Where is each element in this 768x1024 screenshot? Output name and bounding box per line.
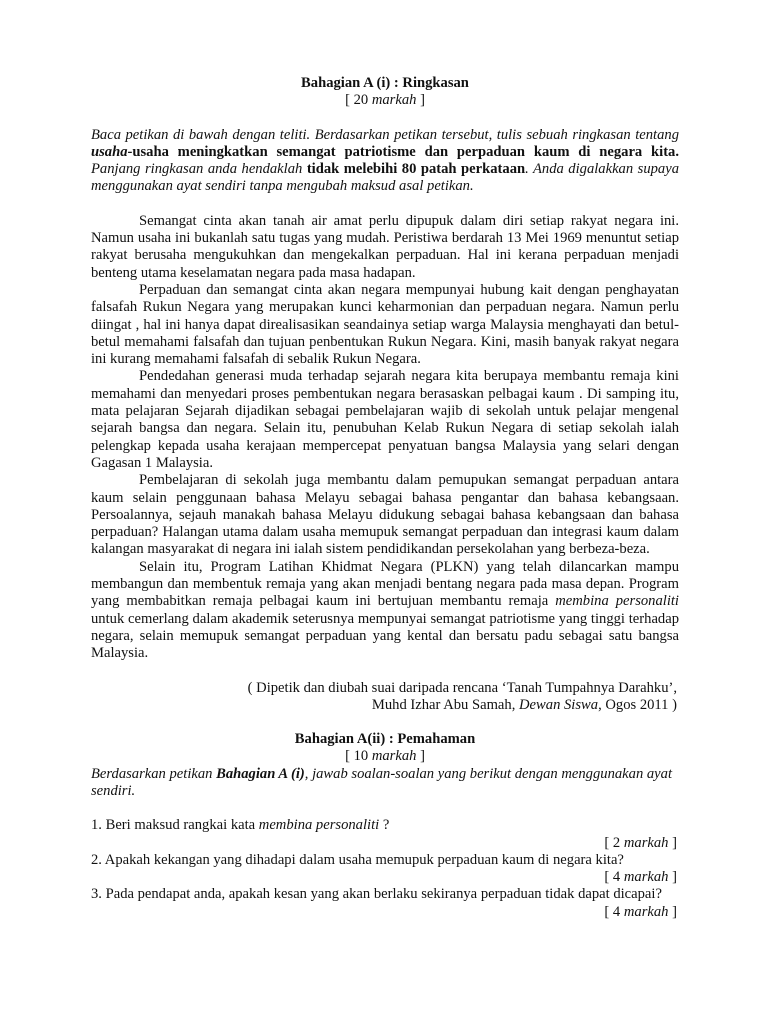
- source-line-2: Muhd Izhar Abu Samah, Dewan Siswa, Ogos 2011 ): [371, 696, 677, 713]
- question-3: 3. Pada pendapat anda, apakah kesan yang akan berlaku sekiranya perpaduan tidak dapat dicapai?: [91, 886, 662, 903]
- question-1: 1. Beri maksud rangkai kata membina personaliti ?: [91, 817, 390, 834]
- question-list: [91, 817, 679, 921]
- part-a1-heading: Bahagian A (i) : Ringkasan: [301, 75, 469, 91]
- question-2-marks: [ 4 markah ]: [604, 869, 677, 886]
- part-a2-marks: [ 10 markah ]: [345, 748, 425, 765]
- question-3-marks: [ 4 markah ]: [604, 903, 677, 920]
- passage: [91, 213, 679, 663]
- part-a2-instructions: Berdasarkan petikan Bahagian A (i), jawab soalan-soalan yang berikut dengan menggunakan ayat sendiri.: [91, 765, 673, 799]
- question-2: 2. Apakah kekangan yang dihadapi dalam usaha memupuk perpaduan kaum di negara kita?: [91, 851, 624, 868]
- passage-source: [91, 680, 679, 715]
- passage-paragraph-5: Selain itu, Program Latihan Khidmat Negara (PLKN) yang telah dilancarkan mampu membangun dan membentuk remaja yang akan menjadi bentang negara pada masa depan. Program yang membabitkan remaja pelbagai kaum ini bertujuan membantu remaja membina personaliti untuk cemerlang dalam akademik seterusnya mempunyai semangat patriotisme yang tinggi terhadap negara, selain memupuk semangat perpaduan yang kental dan bersatu padu sebagai satu bangsa Malaysia.: [91, 558, 679, 662]
- passage-paragraph-4: Pembelajaran di sekolah juga membantu dalam pemupukan semangat perpaduan antara kaum selain penggunaan bahasa Melayu sebagai bahasa pengantar dan bahasa kebangsaan. Persoalannya, sejauh manakah bahasa Melayu didukung sebagai bahasa kebangsaan dan bahasa perpaduan? Halangan utama dalam usaha memupuk semangat perpaduan dan integrasi kaum dalam kalangan masyarakat di negara ini ialah sistem pendidikandan persekolahan yang berbeza-beza.: [91, 472, 679, 558]
- source-line-1: ( Dipetik dan diubah suai daripada rencana ‘Tanah Tumpahnya Darahku’,: [247, 679, 677, 696]
- part-a1-instructions: Baca petikan di bawah dengan teliti. Berdasarkan petikan tersebut, tulis sebuah ringkasan tentang usaha-usaha meningkatkan semangat patriotisme dan perpaduan kaum di negara kita. Panjang ringkasan anda hendaklah tidak melebihi 80 patah perkataan. Anda digalakkan supaya menggunakan ayat sendiri tanpa mengubah maksud asal petikan.: [91, 126, 679, 195]
- part-a2-heading: Bahagian A(ii) : Pemahaman: [294, 731, 476, 748]
- question-1-marks: [ 2 markah ]: [604, 834, 677, 851]
- passage-paragraph-3: Pendedahan generasi muda terhadap sejarah negara kita berupaya membantu remaja kini memahami dan menyedari proses pembentukan negara berasaskan pelbagai kaum . Di samping itu, mata pelajaran Sejarah dijadikan sebagai pembelajaran wajib di sekolah untuk pelajar mengenal sejarah bangsa dan negara. Selain itu, penubuhan Kelab Rukun Negara di setiap sekolah ialah pelengkap kepada usaha kerajaan mempercepat penyatuan bangsa Malaysia yang selari dengan Gagasan 1 Malaysia.: [91, 368, 679, 471]
- part-a1-marks: [ 20 markah ]: [345, 92, 425, 109]
- passage-paragraph-1: Semangat cinta akan tanah air amat perlu dipupuk dalam diri setiap rakyat negara ini. Namun usaha ini bukanlah satu tugas yang mudah. Peristiwa berdarah 13 Mei 1969 menuntut setiap rakyat berusaha mengukuhkan dan mengekalkan perpaduan. Hal ini kerana perpaduan menjadi benteng utama keselamatan negara pada masa hadapan.: [91, 212, 679, 281]
- passage-paragraph-2: Perpaduan dan semangat cinta akan negara mempunyai hubung kait dengan penghayatan falsafah Rukun Negara yang merupakan kunci keharmonian dan perpaduan negara. Namun perlu diingat , hal ini hanya dapat direalisasikan seandainya setiap warga Malaysia menghayati dan betul-betul memahami falsafah dan tujuan penbentukan Rukun Negara. Kini, masih banyak rakyat negara ini kurang memahami falsafah di sebalik Rukun Negara.: [91, 281, 679, 368]
- document-content: [91, 75, 679, 921]
